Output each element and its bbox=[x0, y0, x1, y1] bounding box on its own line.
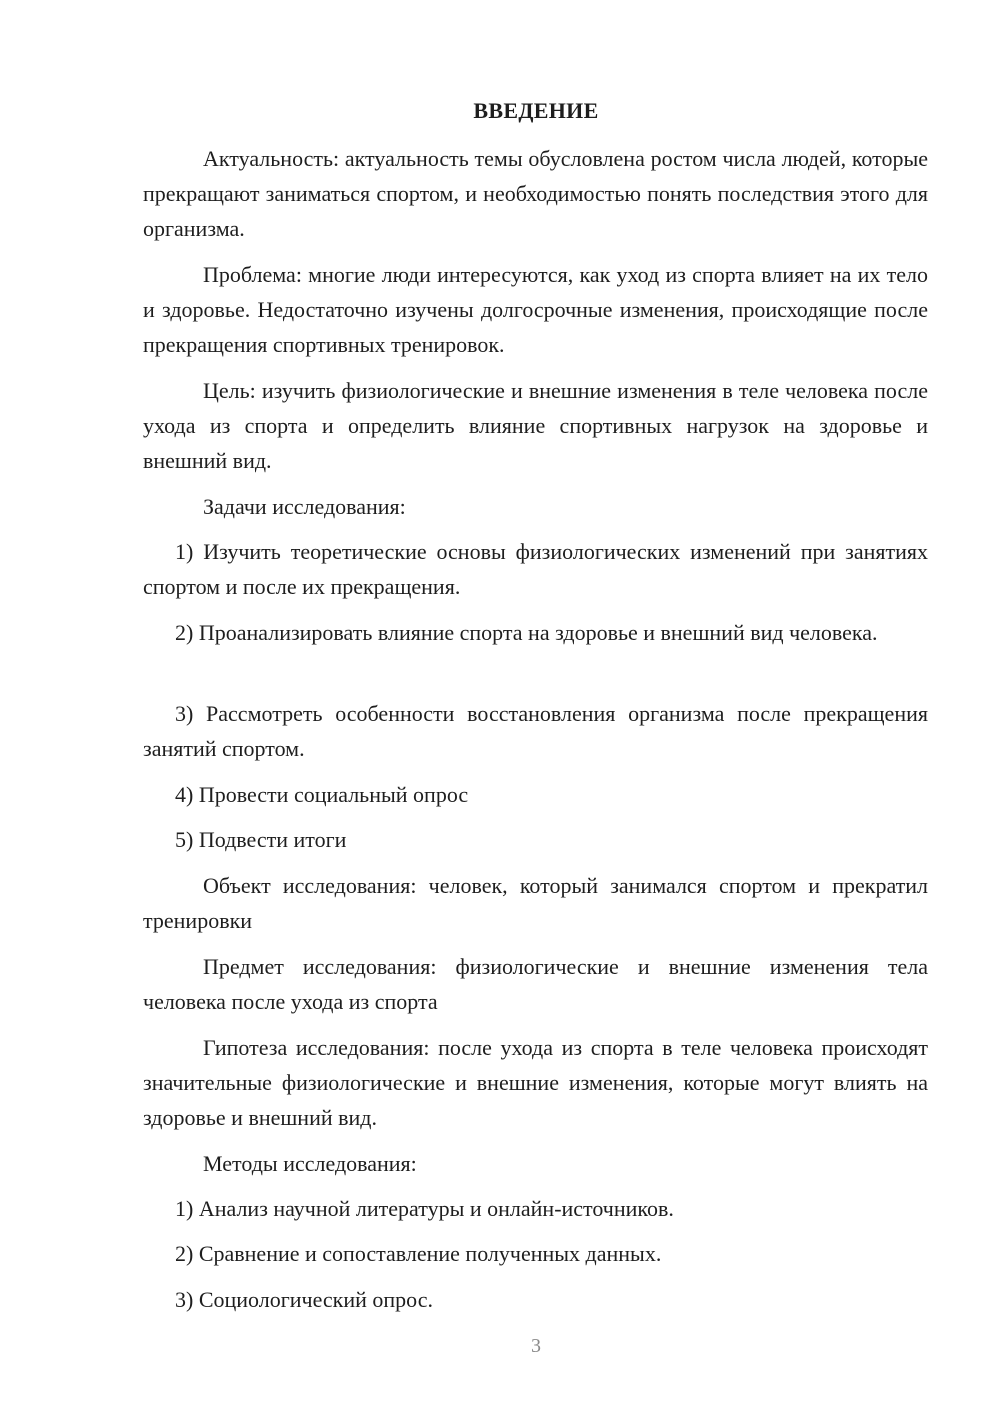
method-item-3: 3) Социологический опрос. bbox=[175, 1287, 433, 1312]
page-number: 3 bbox=[531, 1335, 541, 1357]
task-item-2: 2) Проанализировать влияние спорта на здоровье и внешний вид человека. bbox=[175, 620, 878, 645]
goal-paragraph: Цель: изучить физиологические и внешние изменения в теле человека после ухода из спорта и определить влияние спортивных нагрузок на здоровье и внешний вид. bbox=[143, 378, 928, 473]
method-item-2: 2) Сравнение и сопоставление полученных данных. bbox=[175, 1241, 662, 1266]
hypothesis-paragraph: Гипотеза исследования: после ухода из спорта в теле человека происходят значительные физиологические и внешние изменения, которые могут влиять на здоровье и внешний вид. bbox=[143, 1035, 928, 1130]
object-paragraph: Объект исследования: человек, который занимался спортом и прекратил тренировки bbox=[143, 873, 928, 933]
task-item-1: 1) Изучить теоретические основы физиологических изменений при занятиях спортом и после их прекращения. bbox=[143, 539, 928, 599]
problem-paragraph: Проблема: многие люди интересуются, как уход из спорта влияет на их тело и здоровье. Недостаточно изучены долгосрочные изменения, происходящие после прекращения спортивных тренировок. bbox=[143, 262, 928, 357]
section-heading: ВВЕДЕНИЕ bbox=[473, 98, 599, 123]
task-item-4: 4) Провести социальный опрос bbox=[175, 782, 469, 807]
method-item-1: 1) Анализ научной литературы и онлайн-источников. bbox=[175, 1196, 674, 1221]
subject-paragraph: Предмет исследования: физиологические и внешние изменения тела человека после ухода из спорта bbox=[143, 954, 928, 1014]
task-item-3: 3) Рассмотреть особенности восстановления организма после прекращения занятий спортом. bbox=[143, 701, 928, 761]
task-item-5: 5) Подвести итоги bbox=[175, 827, 347, 852]
relevance-paragraph: Актуальность: актуальность темы обусловлена ростом числа людей, которые прекращают заниматься спортом, и необходимостью понять последствия этого для организма. bbox=[143, 146, 928, 241]
tasks-title: Задачи исследования: bbox=[203, 494, 406, 519]
methods-title: Методы исследования: bbox=[203, 1151, 417, 1176]
